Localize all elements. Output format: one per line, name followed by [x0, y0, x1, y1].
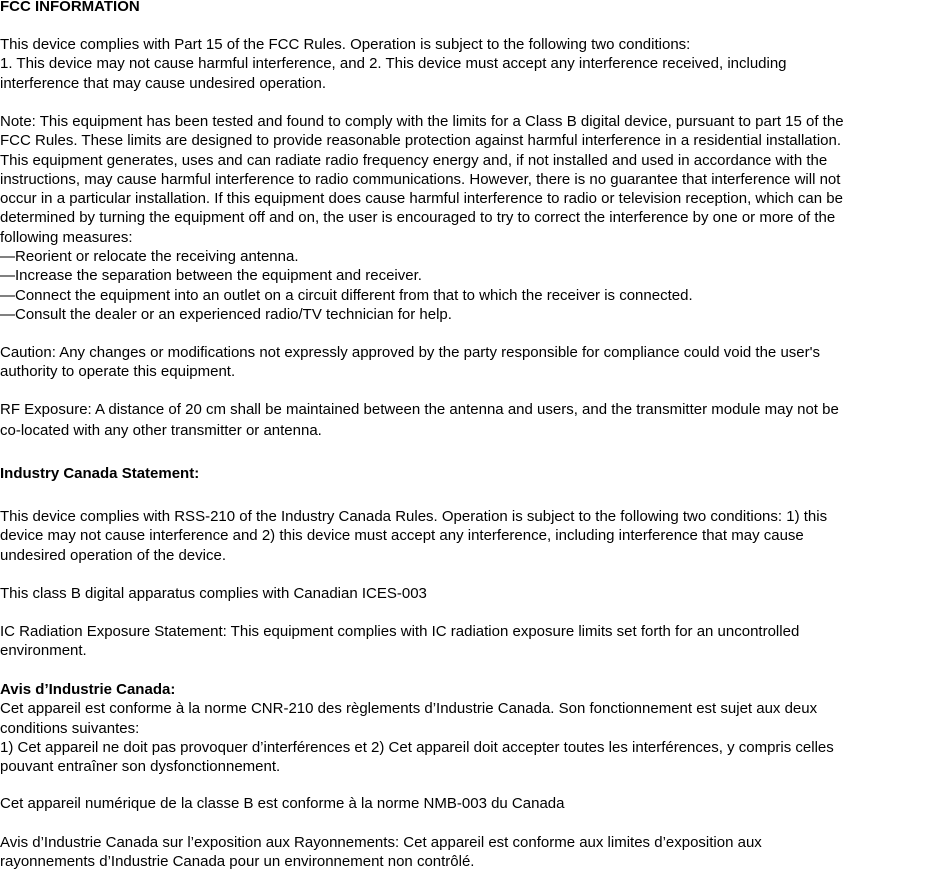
text-line: FCC Rules. These limits are designed to provide reasonable protection against harmful interference in a residential installation. [0, 132, 842, 150]
measure-item: —Connect the equipment into an outlet on a circuit different from that to which the receiver is connected. [0, 286, 693, 304]
text-line: instructions, may cause harmful interference to radio communications. However, there is no guarantee that interference will not [0, 170, 841, 188]
text-line: Avis d’Industrie Canada sur l’exposition aux Rayonnements: Cet appareil est conforme aux limites d’exposition aux [0, 834, 762, 851]
text-line: device may not cause interference and 2) this device must accept any interference, including interference that may cause [0, 527, 804, 545]
fcc-intro-paragraph [0, 35, 936, 93]
text-line: Cet appareil numérique de la classe B est conforme à la norme NMB-003 du Canada [0, 795, 565, 812]
text-line: This equipment generates, uses and can radiate radio frequency energy and, if not installed and used in accordance with the [0, 151, 828, 169]
text-line: interference that may cause undesired operation. [0, 74, 327, 92]
avis-heading: Avis d’Industrie Canada: [0, 681, 176, 698]
text-line: pouvant entraîner son dysfonctionnement. [0, 758, 281, 776]
ic-ices-paragraph [0, 584, 936, 603]
measure-item: —Reorient or relocate the receiving antenna. [0, 248, 299, 266]
avis-exposition-paragraph [0, 833, 936, 872]
ic-heading-text: Industry Canada Statement: [0, 465, 200, 482]
text-line: undesired operation of the device. [0, 546, 226, 564]
text-line: This device complies with Part 15 of the FCC Rules. Operation is subject to the following two conditions: [0, 36, 691, 53]
text-line: authority to operate this equipment. [0, 363, 236, 381]
text-line: rayonnements d’Industrie Canada pour un environnement non contrôlé. [0, 853, 475, 871]
text-line: environment. [0, 642, 87, 660]
text-line: determined by turning the equipment off and on, the user is encouraged to try to correct the interference by one or more of the [0, 209, 836, 227]
text-line: This class B digital apparatus complies with Canadian ICES-003 [0, 585, 427, 602]
text-line: 1) Cet appareil ne doit pas provoquer d’interférences et 2) Cet appareil doit accepter toutes les interférences, y compris celles [0, 738, 834, 756]
text-line: occur in a particular installation. If this equipment does cause harmful interference to radio or television reception, which can be [0, 190, 843, 208]
ic-statement-paragraph [0, 507, 936, 565]
text-line: RF Exposure: A distance of 20 cm shall be maintained between the antenna and users, and the transmitter module may not be [0, 401, 839, 418]
measure-item: —Consult the dealer or an experienced radio/TV technician for help. [0, 305, 452, 323]
text-line: 1. This device may not cause harmful interference, and 2. This device must accept any interference received, including [0, 55, 787, 73]
text-line: Caution: Any changes or modifications not expressly approved by the party responsible for compliance could void the user's [0, 344, 820, 361]
text-line: conditions suivantes: [0, 719, 140, 737]
text-line: Note: This equipment has been tested and found to comply with the limits for a Class B digital device, pursuant to part 15 of the [0, 113, 844, 130]
fcc-caution-paragraph [0, 343, 936, 382]
ic-radiation-paragraph [0, 622, 936, 661]
ic-heading [0, 464, 936, 483]
avis-paragraph [0, 680, 936, 776]
avis-nmb-paragraph [0, 794, 936, 813]
text-line: IC Radiation Exposure Statement: This equipment complies with IC radiation exposure limits set forth for an uncontrolled [0, 623, 800, 640]
text-line: co-located with any other transmitter or antenna. [0, 422, 322, 439]
measure-item: —Increase the separation between the equipment and receiver. [0, 267, 422, 285]
fcc-heading-text: FCC INFORMATION [0, 0, 140, 15]
fcc-note-paragraph [0, 112, 936, 324]
text-line: This device complies with RSS-210 of the Industry Canada Rules. Operation is subject to the following two conditions: 1) this [0, 508, 828, 525]
fcc-heading [0, 0, 936, 16]
text-line: following measures: [0, 228, 133, 246]
text-line: Cet appareil est conforme à la norme CNR-210 des règlements d’Industrie Canada. Son fonctionnement est sujet aux deux [0, 700, 818, 718]
